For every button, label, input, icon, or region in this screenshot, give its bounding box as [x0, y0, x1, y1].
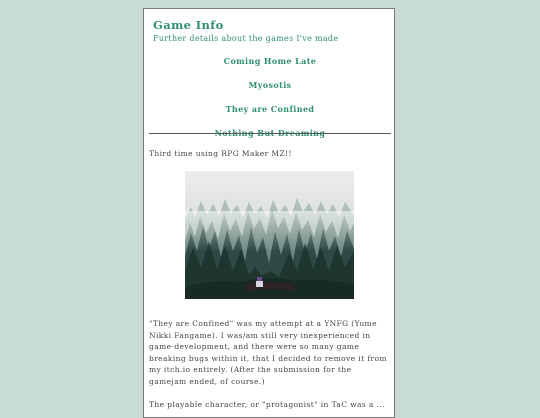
game-links-list[interactable]: [144, 55, 396, 138]
link-they-are-confined[interactable]: They are Confined: [225, 104, 315, 114]
page-subtitle: Further details about the games I've made: [153, 34, 339, 43]
game-screenshot-image: [185, 171, 354, 299]
page-title: Game Info: [153, 18, 224, 32]
link-coming-home-late[interactable]: Coming Home Late: [223, 56, 317, 66]
link-myosotis[interactable]: Myosotis: [248, 80, 292, 90]
divider: [149, 133, 391, 134]
link-nothing-but-dreaming[interactable]: Nothing But Dreaming: [214, 128, 326, 138]
description-paragraph-continued: The playable character, or "protagonist" in TaC was a ...: [149, 400, 385, 409]
description-paragraph: "They are Confined" was my attempt at a YNFG (Yume Nikki Fangame). I was/am still very inexperienced in game-development, and there were so many game breaking bugs within it, that I decided to remove it from my itch.io entirely. (After the submission for the gamejam ended, of course.): [149, 319, 387, 386]
game-info-panel: [143, 8, 395, 418]
intro-text: Third time using RPG Maker MZ!!: [149, 149, 292, 158]
